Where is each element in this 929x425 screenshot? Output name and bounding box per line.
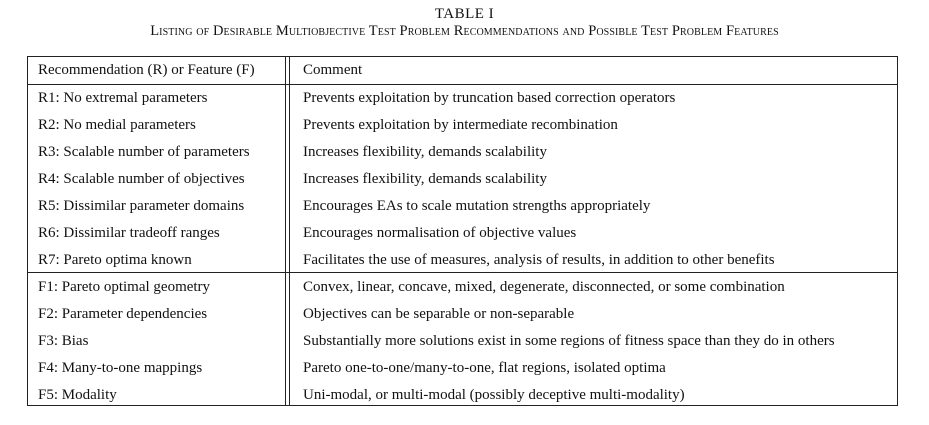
row-r4-label: R4: Scalable number of objectives	[38, 171, 245, 187]
row-r3-comment: Increases flexibility, demands scalability	[303, 144, 547, 160]
row-r7-comment: Facilitates the use of measures, analysis of results, in addition to other benefits	[303, 252, 775, 268]
row-r1-label: R1: No extremal parameters	[38, 90, 208, 106]
row-f1-label: F1: Pareto optimal geometry	[38, 279, 211, 295]
row-r6-label: R6: Dissimilar tradeoff ranges	[38, 225, 220, 241]
row-r4-comment: Increases flexibility, demands scalability	[303, 171, 547, 187]
row-f4-label: F4: Many-to-one mappings	[38, 360, 203, 376]
row-f2-label: F2: Parameter dependencies	[38, 306, 208, 322]
column-divider-right	[289, 57, 290, 405]
header-rule	[28, 84, 897, 85]
row-f1-comment: Convex, linear, concave, mixed, degenerate, disconnected, or some combination	[303, 279, 785, 295]
row-f5-comment: Uni-modal, or multi-modal (possibly deceptive multi-modality)	[303, 387, 685, 403]
row-f3-label: F3: Bias	[38, 333, 89, 349]
row-f2-comment: Objectives can be separable or non-separable	[303, 306, 575, 322]
row-r2-comment: Prevents exploitation by intermediate recombination	[303, 117, 618, 133]
row-r6-comment: Encourages normalisation of objective values	[303, 225, 577, 241]
row-f3-comment: Substantially more solutions exist in some regions of fitness space than they do in others	[303, 333, 835, 349]
row-r2-label: R2: No medial parameters	[38, 117, 196, 133]
row-r3-label: R3: Scalable number of parameters	[38, 144, 250, 160]
group-rule	[28, 272, 897, 273]
table-caption-number: TABLE I	[434, 6, 495, 22]
table-caption-title: Listing of Desirable Multiobjective Test Problem Recommendations and Possible Test Problem Features	[150, 23, 779, 39]
row-r5-comment: Encourages EAs to scale mutation strengths appropriately	[303, 198, 651, 214]
row-f4-comment: Pareto one-to-one/many-to-one, flat regions, isolated optima	[303, 360, 666, 376]
row-r1-comment: Prevents exploitation by truncation based correction operators	[303, 90, 676, 106]
header-recommendation: Recommendation (R) or Feature (F)	[38, 62, 255, 78]
header-comment: Comment	[303, 62, 363, 78]
column-divider-left	[285, 57, 286, 405]
row-r7-label: R7: Pareto optima known	[38, 252, 192, 268]
row-f5-label: F5: Modality	[38, 387, 117, 403]
recommendations-table	[27, 56, 898, 406]
row-r5-label: R5: Dissimilar parameter domains	[38, 198, 245, 214]
